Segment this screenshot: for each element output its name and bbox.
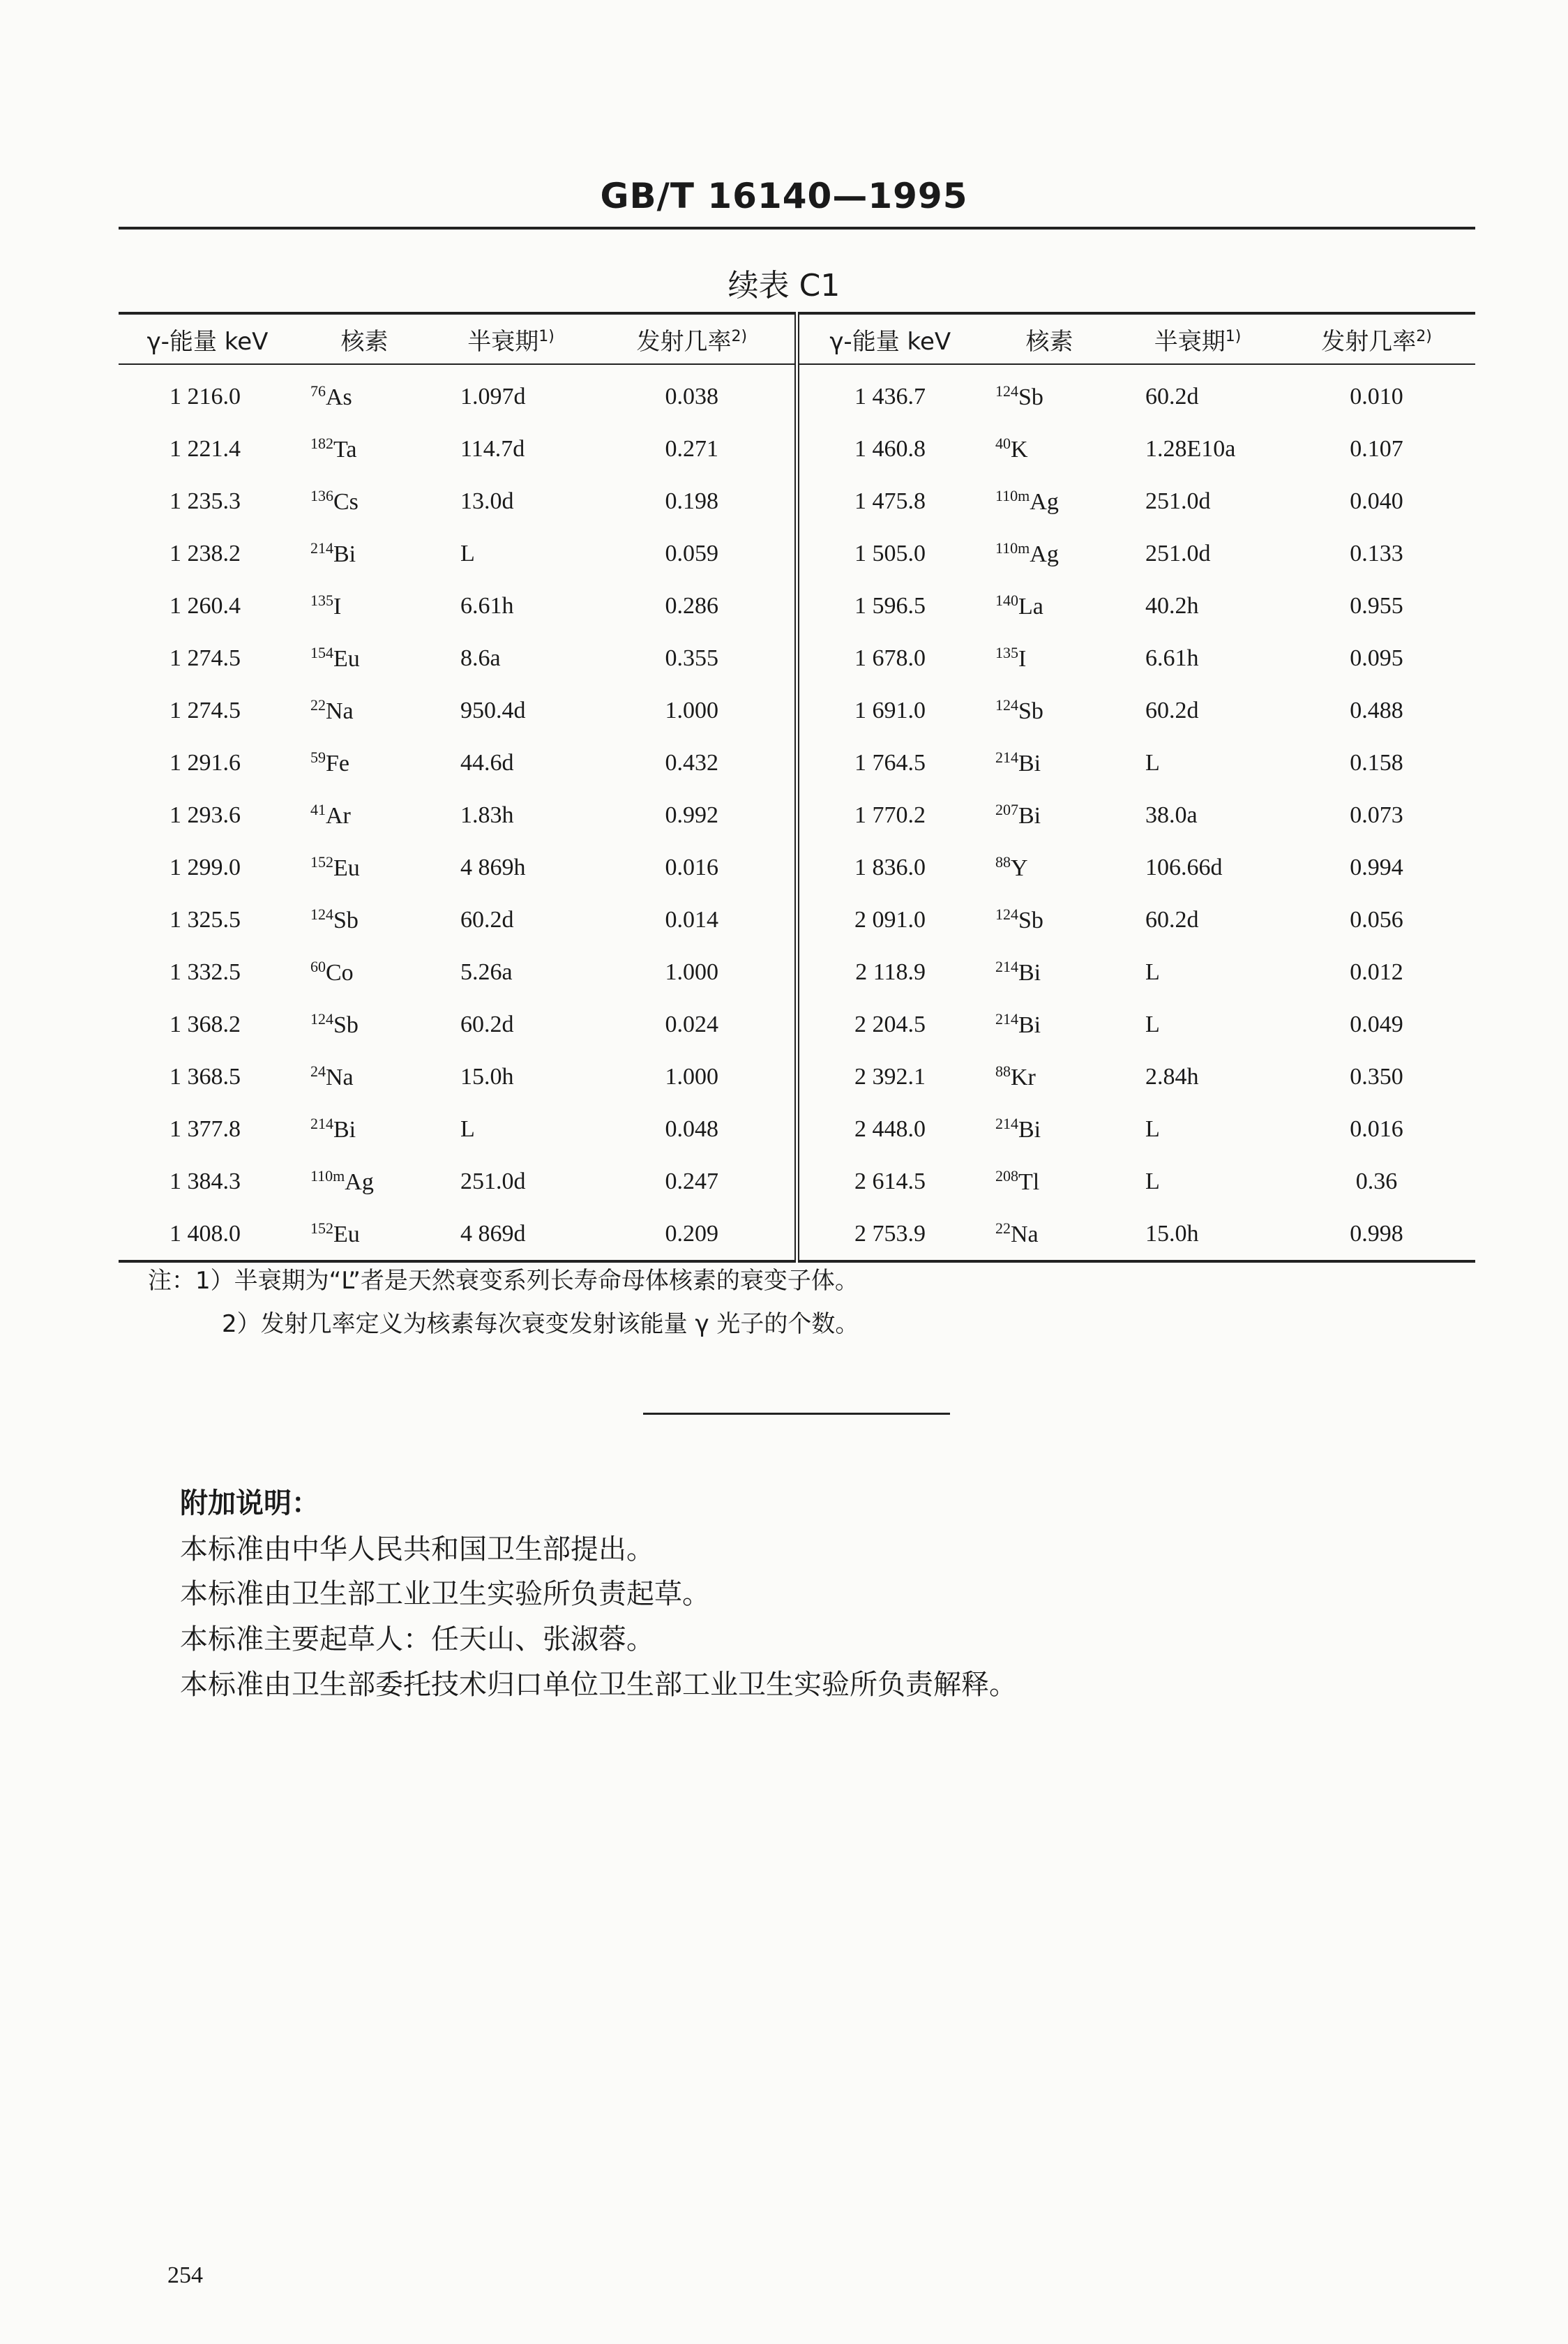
element-symbol: Sb: [333, 1012, 359, 1038]
element-symbol: Fe: [326, 751, 349, 776]
energy-cell: 1 235.3: [169, 488, 241, 514]
table-row: [119, 789, 1475, 841]
table-row: [119, 423, 1475, 475]
half-life-cell: 1.28E10a: [1145, 435, 1236, 462]
table-row: [119, 1208, 1475, 1261]
energy-cell: 2 392.1: [854, 1063, 926, 1090]
element-symbol: Sb: [1018, 384, 1043, 410]
emission-prob-cell: 0.198: [589, 475, 797, 527]
energy-cell: 1 836.0: [854, 854, 926, 880]
nuclide-cell: [981, 364, 1117, 423]
half-life-cell: L: [460, 1115, 475, 1142]
element-symbol: Ag: [1030, 541, 1059, 567]
emission-prob-cell: 0.355: [589, 632, 797, 684]
table-header-row: [119, 313, 1475, 364]
standard-code: GB/T 16140—1995: [600, 176, 968, 216]
mass-number: 110m: [995, 539, 1030, 557]
table-row: [119, 475, 1475, 527]
emission-prob-cell: 0.073: [1350, 802, 1403, 828]
half-life-cell: 15.0h: [460, 1063, 514, 1090]
element-symbol: I: [333, 594, 342, 619]
mass-number: 207: [995, 801, 1018, 818]
element-symbol: Na: [326, 698, 354, 724]
nuclide-cell: [981, 1103, 1117, 1155]
header-emission-prob-note: 2): [731, 327, 748, 345]
nuclide-cell: [296, 841, 432, 894]
mass-number: 214: [995, 958, 1018, 975]
element-symbol: Na: [326, 1065, 354, 1090]
table-row: [119, 1103, 1475, 1155]
emission-prob-cell: 0.014: [589, 894, 797, 946]
mass-number: 152: [310, 853, 333, 871]
header-half-life-note-right: 1): [1225, 327, 1242, 345]
energy-cell: 2 204.5: [854, 1011, 926, 1037]
table-row: [119, 527, 1475, 580]
nuclide-cell: [296, 998, 432, 1051]
emission-prob-cell: 0.048: [589, 1103, 797, 1155]
mass-number: 152: [310, 1219, 333, 1237]
additional-line-3: 本标准主要起草人：任天山、张淑蓉。: [180, 1623, 654, 1655]
table-row: [119, 632, 1475, 684]
element-symbol: Bi: [1018, 803, 1041, 829]
element-symbol: Ta: [333, 437, 357, 463]
mass-number: 135: [995, 644, 1018, 661]
table-note-1: 注：1）半衰期为“L”者是天然衰变系列长寿命母体核素的衰变子体。: [148, 1267, 859, 1295]
energy-cell: 2 753.9: [854, 1220, 926, 1247]
half-life-cell: 4 869h: [460, 854, 526, 880]
mass-number: 110m: [310, 1167, 345, 1185]
mass-number: 60: [310, 958, 326, 975]
emission-prob-cell: 0.038: [589, 364, 797, 423]
half-life-cell: 15.0h: [1145, 1220, 1199, 1247]
nuclide-cell: [981, 580, 1117, 632]
element-symbol: Na: [1011, 1222, 1039, 1247]
table-row: [119, 364, 1475, 423]
energy-cell: 1 293.6: [169, 802, 241, 828]
element-symbol: Ag: [345, 1169, 374, 1195]
energy-cell: 1 505.0: [854, 540, 926, 566]
page-number: 254: [167, 2262, 203, 2288]
header-emission-prob-right: 发射几率$^{2)}$: [1278, 313, 1475, 364]
mass-number: 59: [310, 749, 326, 766]
emission-prob-cell: 0.992: [589, 789, 797, 841]
table-row: [119, 580, 1475, 632]
element-symbol: Eu: [333, 646, 360, 672]
nuclide-cell: [981, 841, 1117, 894]
mass-number: 124: [995, 382, 1018, 400]
nuclide-cell: [296, 946, 432, 998]
energy-cell: 1 436.7: [854, 383, 926, 410]
energy-cell: 1 260.4: [169, 592, 241, 619]
additional-line-1: 本标准由中华人民共和国卫生部提出。: [180, 1533, 654, 1565]
nuclide-cell: [296, 1103, 432, 1155]
element-symbol: Co: [326, 960, 354, 986]
energy-cell: 1 274.5: [169, 697, 241, 723]
additional-notes-title: 附加说明：: [180, 1487, 319, 1519]
energy-cell: 1 408.0: [169, 1220, 241, 1247]
emission-prob-cell: 0.350: [1350, 1063, 1403, 1090]
table-row: [119, 737, 1475, 789]
element-symbol: Sb: [1018, 698, 1043, 724]
mass-number: 88: [995, 853, 1011, 871]
half-life-cell: 44.6d: [460, 749, 514, 776]
half-life-cell: 251.0d: [460, 1168, 526, 1194]
nuclide-cell: [296, 684, 432, 737]
energy-cell: 1 221.4: [169, 435, 241, 462]
energy-cell: 1 691.0: [854, 697, 926, 723]
nuclide-cell: [296, 789, 432, 841]
half-life-cell: L: [1145, 749, 1160, 776]
half-life-cell: 114.7d: [460, 435, 525, 462]
nuclide-cell: [296, 632, 432, 684]
header-nuclide: 核素: [296, 313, 432, 364]
nuclide-cell: [981, 1155, 1117, 1208]
nuclide-cell: [296, 423, 432, 475]
nuclide-cell: [981, 737, 1117, 789]
element-symbol: Eu: [333, 1222, 360, 1247]
emission-prob-cell: 1.000: [589, 684, 797, 737]
mass-number: 22: [995, 1219, 1011, 1237]
half-life-cell: 60.2d: [460, 1011, 514, 1037]
half-life-cell: 8.6a: [460, 645, 501, 671]
element-symbol: Ar: [326, 803, 351, 829]
mass-number: 214: [995, 749, 1018, 766]
nuclide-cell: [296, 894, 432, 946]
half-life-cell: 1.83h: [460, 802, 514, 828]
nuclide-cell: [981, 527, 1117, 580]
emission-prob-cell: 0.107: [1350, 435, 1403, 462]
energy-cell: 2 614.5: [854, 1168, 926, 1194]
half-life-cell: 251.0d: [1145, 488, 1211, 514]
mass-number: 140: [995, 592, 1018, 609]
half-life-cell: 2.84h: [1145, 1063, 1199, 1090]
emission-prob-cell: 0.059: [589, 527, 797, 580]
emission-prob-cell: 0.016: [1350, 1115, 1403, 1142]
energy-cell: 2 118.9: [855, 959, 926, 985]
emission-prob-cell: 0.024: [589, 998, 797, 1051]
mass-number: 214: [995, 1115, 1018, 1132]
half-life-cell: L: [1145, 1168, 1160, 1194]
half-life-cell: 6.61h: [460, 592, 514, 619]
mass-number: 88: [995, 1062, 1011, 1080]
nuclide-cell: [296, 1208, 432, 1261]
element-symbol: Ag: [1030, 489, 1059, 515]
emission-prob-cell: 0.247: [589, 1155, 797, 1208]
nuclide-cell: [981, 946, 1117, 998]
element-symbol: Y: [1011, 855, 1028, 881]
element-symbol: Bi: [333, 1117, 356, 1143]
table-row: [119, 1155, 1475, 1208]
mass-number: 136: [310, 487, 333, 504]
header-half-life-right: 半衰期$^{1)}$: [1117, 313, 1278, 364]
energy-cell: 1 291.6: [169, 749, 241, 776]
half-life-cell: 38.0a: [1145, 802, 1198, 828]
header-emission-prob-note-right: 2): [1416, 327, 1432, 345]
emission-prob-cell: 1.000: [589, 1051, 797, 1103]
energy-cell: 1 238.2: [169, 540, 241, 566]
mass-number: 124: [995, 696, 1018, 714]
half-life-cell: 40.2h: [1145, 592, 1199, 619]
nuclide-cell: [981, 1208, 1117, 1261]
energy-cell: 1 377.8: [169, 1115, 241, 1142]
section-divider: [643, 1413, 950, 1415]
emission-prob-cell: 0.209: [589, 1208, 797, 1261]
nuclide-cell: [981, 423, 1117, 475]
nuclide-cell: [296, 364, 432, 423]
emission-prob-cell: 0.432: [589, 737, 797, 789]
energy-cell: 1 368.2: [169, 1011, 241, 1037]
energy-cell: 1 325.5: [169, 906, 241, 933]
element-symbol: Bi: [333, 541, 356, 567]
half-life-cell: L: [1145, 959, 1160, 985]
emission-prob-cell: 0.016: [589, 841, 797, 894]
half-life-cell: 13.0d: [460, 488, 514, 514]
nuclide-cell: [981, 684, 1117, 737]
nuclide-cell: [981, 789, 1117, 841]
mass-number: 110m: [995, 487, 1030, 504]
half-life-cell: 5.26a: [460, 959, 513, 985]
element-symbol: Eu: [333, 855, 360, 881]
energy-cell: 1 384.3: [169, 1168, 241, 1194]
emission-prob-cell: 0.994: [1350, 854, 1403, 880]
header-nuclide-right: 核素: [981, 313, 1117, 364]
nuclide-cell: [981, 894, 1117, 946]
emission-prob-cell: 0.133: [1350, 540, 1403, 566]
energy-cell: 1 770.2: [854, 802, 926, 828]
element-symbol: Cs: [333, 489, 359, 515]
half-life-cell: 60.2d: [1145, 697, 1199, 723]
nuclide-cell: [296, 1155, 432, 1208]
emission-prob-cell: 0.056: [1350, 906, 1403, 933]
half-life-cell: L: [1145, 1011, 1160, 1037]
half-life-cell: 60.2d: [460, 906, 514, 933]
mass-number: 24: [310, 1062, 326, 1080]
energy-cell: 1 274.5: [169, 645, 241, 671]
element-symbol: Sb: [1018, 908, 1043, 933]
energy-cell: 1 216.0: [169, 383, 241, 410]
header-emission-prob: 发射几率$^{2)}$: [589, 313, 797, 364]
half-life-cell: 251.0d: [1145, 540, 1211, 566]
additional-line-2: 本标准由卫生部工业卫生实验所负责起草。: [180, 1578, 710, 1610]
element-symbol: Bi: [1018, 1117, 1041, 1143]
nuclide-cell: [981, 998, 1117, 1051]
emission-prob-cell: 0.271: [589, 423, 797, 475]
element-symbol: Sb: [333, 908, 359, 933]
mass-number: 40: [995, 435, 1011, 452]
header-rule: [119, 227, 1475, 230]
half-life-cell: L: [1145, 1115, 1160, 1142]
energy-cell: 2 091.0: [854, 906, 926, 933]
mass-number: 182: [310, 435, 333, 452]
element-symbol: Bi: [1018, 1012, 1041, 1038]
emission-prob-cell: 0.010: [1350, 383, 1403, 410]
energy-cell: 1 332.5: [169, 959, 241, 985]
mass-number: 124: [995, 906, 1018, 923]
table-note-2: 2）发射几率定义为核素每次衰变发射该能量 γ 光子的个数。: [222, 1310, 859, 1338]
mass-number: 214: [995, 1010, 1018, 1028]
mass-number: 41: [310, 801, 326, 818]
table-row: [119, 684, 1475, 737]
emission-prob-cell: 0.040: [1350, 488, 1403, 514]
emission-prob-cell: 0.012: [1350, 959, 1403, 985]
half-life-cell: 4 869d: [460, 1220, 526, 1247]
emission-prob-cell: 0.488: [1350, 697, 1403, 723]
half-life-cell: 1.097d: [460, 383, 526, 410]
element-symbol: Tl: [1018, 1169, 1040, 1195]
mass-number: 124: [310, 1010, 333, 1028]
element-symbol: Bi: [1018, 751, 1041, 776]
mass-number: 22: [310, 696, 326, 714]
half-life-cell: 950.4d: [460, 697, 526, 723]
emission-prob-cell: 1.000: [589, 946, 797, 998]
nuclide-cell: [296, 580, 432, 632]
mass-number: 124: [310, 906, 333, 923]
element-symbol: Bi: [1018, 960, 1041, 986]
table-row: [119, 946, 1475, 998]
nuclide-cell: [296, 1051, 432, 1103]
nuclide-cell: [296, 737, 432, 789]
element-symbol: K: [1011, 437, 1028, 463]
half-life-cell: 60.2d: [1145, 906, 1199, 933]
table-row: [119, 841, 1475, 894]
half-life-cell: 106.66d: [1145, 854, 1223, 880]
nuclide-cell: [296, 527, 432, 580]
table-row: [119, 998, 1475, 1051]
energy-cell: 1 475.8: [854, 488, 926, 514]
element-symbol: Kr: [1011, 1065, 1036, 1090]
energy-cell: 1 596.5: [854, 592, 926, 619]
mass-number: 154: [310, 644, 333, 661]
energy-cell: 1 368.5: [169, 1063, 241, 1090]
header-energy-right: γ-能量 keV: [797, 313, 981, 364]
additional-line-4: 本标准由卫生部委托技术归口单位卫生部工业卫生实验所负责解释。: [180, 1669, 1017, 1701]
element-symbol: I: [1018, 646, 1027, 672]
mass-number: 214: [310, 1115, 333, 1132]
mass-number: 214: [310, 539, 333, 557]
half-life-cell: 6.61h: [1145, 645, 1199, 671]
table-row: [119, 894, 1475, 946]
emission-prob-cell: 0.158: [1350, 749, 1403, 776]
nuclide-cell: [981, 475, 1117, 527]
half-life-cell: 60.2d: [1145, 383, 1199, 410]
emission-prob-cell: 0.36: [1355, 1168, 1398, 1194]
mass-number: 135: [310, 592, 333, 609]
gamma-energy-table: [119, 312, 1475, 1263]
header-half-life-note: 1): [538, 327, 555, 345]
emission-prob-cell: 0.955: [1350, 592, 1403, 619]
energy-cell: 1 678.0: [854, 645, 926, 671]
mass-number: 76: [310, 382, 326, 400]
element-symbol: La: [1018, 594, 1043, 619]
table-row: [119, 1051, 1475, 1103]
nuclide-cell: [296, 475, 432, 527]
header-energy: γ-能量 keV: [119, 313, 296, 364]
energy-cell: 2 448.0: [854, 1115, 926, 1142]
half-life-cell: L: [460, 540, 475, 566]
mass-number: 208: [995, 1167, 1018, 1185]
emission-prob-cell: 0.095: [1350, 645, 1403, 671]
header-half-life: 半衰期$^{1)}$: [432, 313, 589, 364]
energy-cell: 1 460.8: [854, 435, 926, 462]
emission-prob-cell: 0.286: [589, 580, 797, 632]
table-caption: 续表 C1: [728, 268, 840, 303]
energy-cell: 1 299.0: [169, 854, 241, 880]
emission-prob-cell: 0.049: [1350, 1011, 1403, 1037]
emission-prob-cell: 0.998: [1350, 1220, 1403, 1247]
element-symbol: As: [326, 384, 352, 410]
energy-cell: 1 764.5: [854, 749, 926, 776]
nuclide-cell: [981, 632, 1117, 684]
nuclide-cell: [981, 1051, 1117, 1103]
